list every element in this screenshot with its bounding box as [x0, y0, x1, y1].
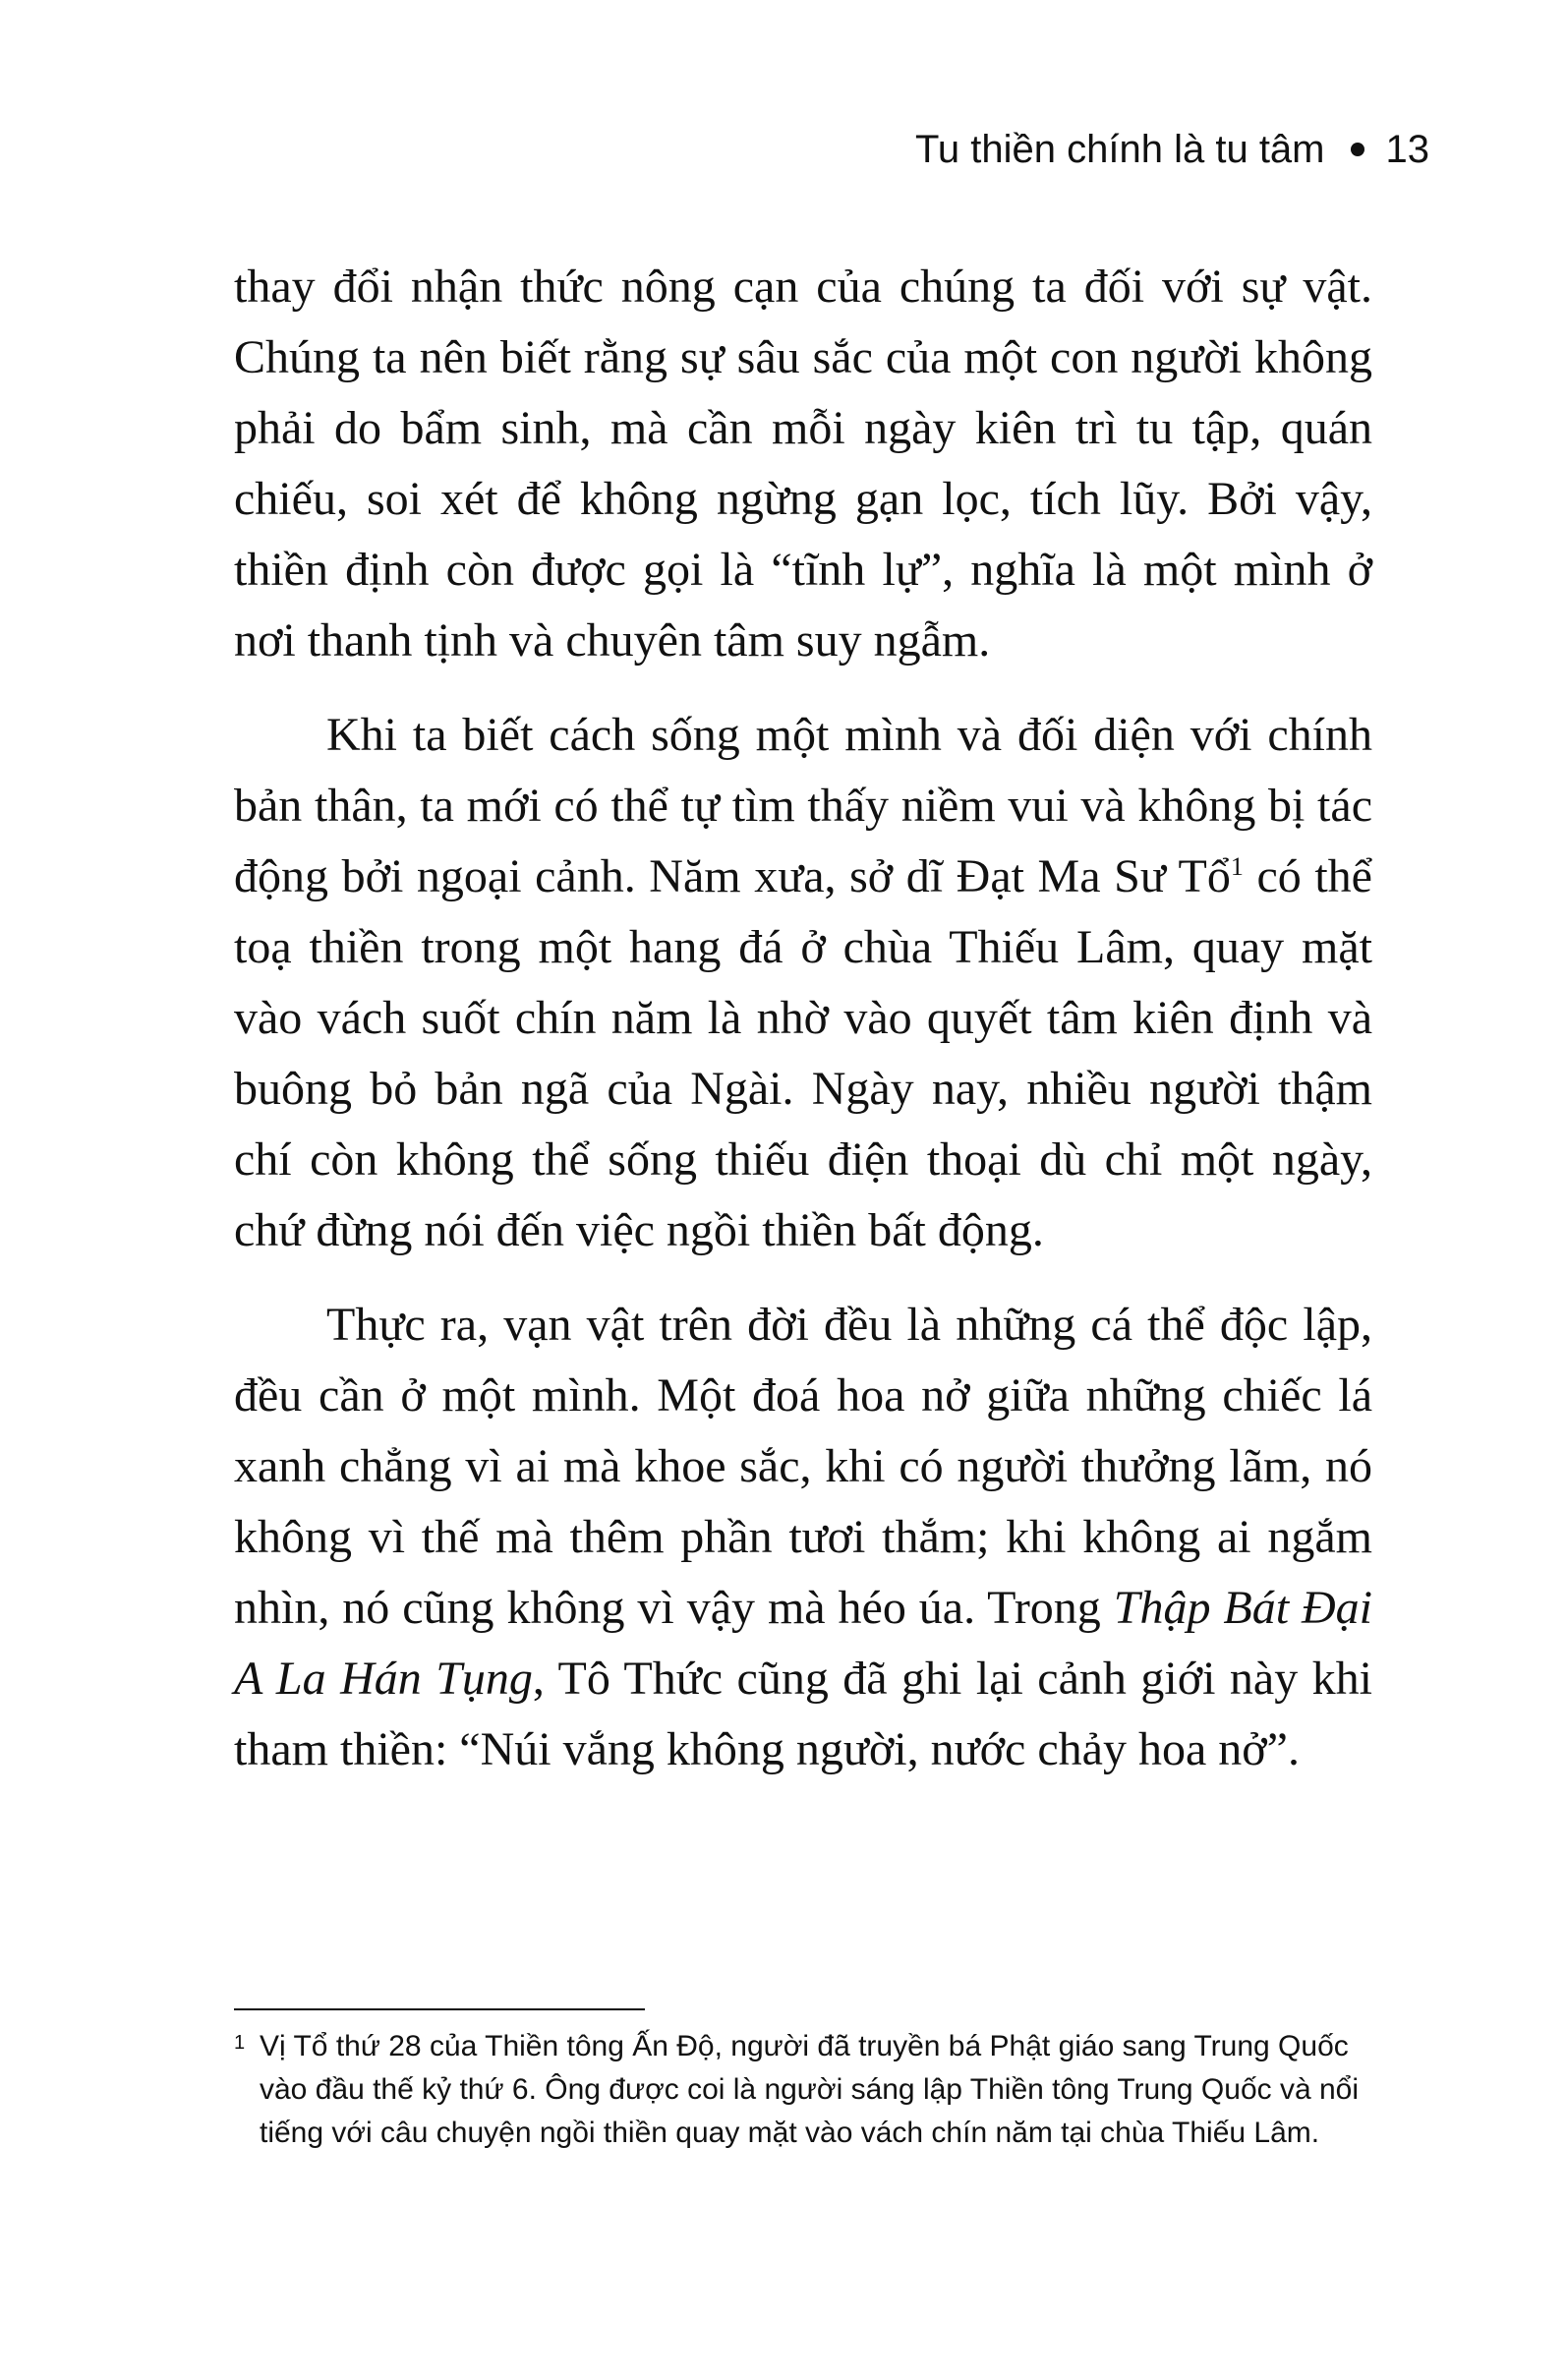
paragraph-1-text: thay đổi nhận thức nông cạn của chúng ta đối với sự vật. Chúng ta nên biết rằng sự sâu sắc của một con người không phải do bẩm sinh, mà cần mỗi ngày kiên trì tu tập, quán chiếu, soi xét để không ngừng gạn lọc, tích lũy. Bởi vậy, thiền định còn được gọi là “tĩnh lự”, nghĩa là một mình ở nơi thanh tịnh và chuyên tâm suy ngẫm. [234, 261, 1372, 667]
paragraph-3-text-a: Thực ra, vạn vật trên đời đều là những cá thể độc lập, đều cần ở một mình. Một đoá hoa nở giữa những chiếc lá xanh chẳng vì ai mà khoe sắc, khi có người thưởng lãm, nó không vì thế mà thêm phần tươi thắm; khi không ai ngắm nhìn, nó cũng không vì vậy mà héo úa. Trong [234, 1299, 1372, 1634]
paragraph-2 [234, 700, 1372, 1266]
footnote [234, 2025, 1372, 2155]
footnote-divider [234, 2008, 645, 2010]
paragraph-2-text-b: có thể toạ thiền trong một hang đá ở chùa Thiếu Lâm, quay mặt vào vách suốt chín năm là nhờ vào quyết tâm kiên định và buông bỏ bản ngã của Ngài. Ngày nay, nhiều người thậm chí còn không thể sống thiếu điện thoại dù chỉ một ngày, chứ đừng nói đến việc ngồi thiền bất động. [234, 850, 1372, 1256]
running-head [915, 126, 1429, 173]
footnote-mark: 1 [234, 2032, 246, 2054]
footnote-reference: 1 [1230, 852, 1244, 881]
footnote-text: Vị Tổ thứ 28 của Thiền tông Ấn Độ, người đã truyền bá Phật giáo sang Trung Quốc vào đầu thế kỷ thứ 6. Ông được coi là người sáng lập Thiền tông Trung Quốc và nổi tiếng với câu chuyện ngồi thiền quay mặt vào vách chín năm tại chùa Thiếu Lâm. [260, 2030, 1360, 2149]
bullet-separator [1351, 143, 1364, 156]
paragraph-3-text-b: , Tô Thức cũng đã ghi lại cảnh giới này khi tham thiền: “Núi vắng không người, nước chảy hoa nở”. [234, 1653, 1372, 1775]
chapter-title: Tu thiền chính là tu tâm [914, 128, 1325, 171]
page-number: 13 [1385, 128, 1429, 171]
book-title-italic: Thập Bát Đại A La Hán Tụng [234, 1582, 1372, 1705]
paragraph-3 [234, 1290, 1372, 1785]
paragraph-1 [234, 252, 1372, 676]
paragraph-2-text-a: Khi ta biết cách sống một mình và đối diện với chính bản thân, ta mới có thể tự tìm thấy niềm vui và không bị tác động bởi ngoại cảnh. Năm xưa, sở dĩ Đạt Ma Sư Tổ [234, 709, 1372, 902]
body-text [234, 252, 1372, 1809]
